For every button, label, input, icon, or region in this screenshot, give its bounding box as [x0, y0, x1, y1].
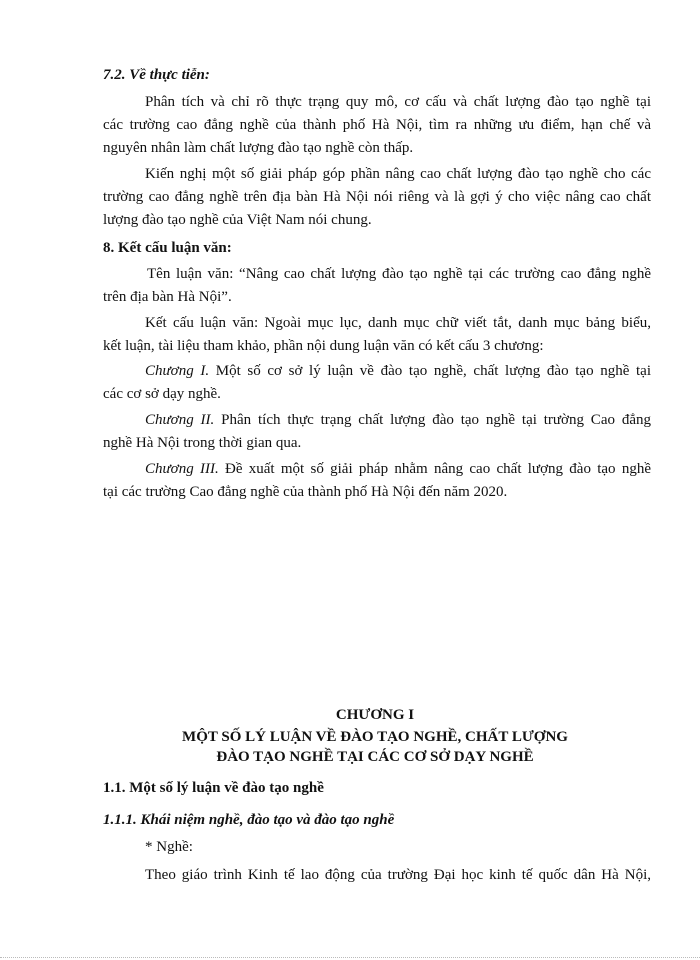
thesis-title-line2: trên địa bàn Hà Nội”. [103, 289, 232, 305]
section-7-2-para2-line1: Kiến nghị một số giải pháp góp phần nâng cao chất lượng đào tạo nghề cho các [145, 166, 651, 182]
chapter-title-line1: MỘT SỐ LÝ LUẬN VỀ ĐÀO TẠO NGHỀ, CHẤT LƯỢNG [182, 729, 568, 745]
structure-line1: Kết cấu luận văn: Ngoài mục lục, danh mục chữ viết tắt, danh mục bảng biểu, [145, 315, 651, 331]
chapter-title-line2: ĐÀO TẠO NGHỀ TẠI CÁC CƠ SỞ DẠY NGHỀ [216, 749, 534, 765]
chapter-1-text: Một số cơ sở lý luận về đào tạo nghề, chất lượng đào tạo nghề tại [209, 363, 652, 379]
page-bottom-divider [0, 957, 700, 958]
chapter-2-summary-line2: nghề Hà Nội trong thời gian qua. [103, 435, 302, 451]
thesis-title-line1: Tên luận văn: “Nâng cao chất lượng đào tạo nghề tại các trường cao đẳng nghề [147, 266, 651, 282]
body-last-line: Theo giáo trình Kinh tế lao động của trường Đại học kinh tế quốc dân Hà Nội, [145, 867, 651, 883]
section-7-2-para1-line3: nguyên nhân làm chất lượng đào tạo nghề còn thấp. [103, 140, 414, 156]
chapter-1-summary-line2: các cơ sở dạy nghề. [103, 386, 221, 402]
section-1-1-1-heading: 1.1.1. Khái niệm nghề, đào tạo và đào tạo nghề [103, 812, 395, 828]
section-7-2-para2-line3: lượng đào tạo nghề của Việt Nam nói chung. [103, 212, 372, 228]
section-7-2-heading: 7.2. Về thực tiễn: [103, 67, 210, 83]
chapter-1-label: Chương I. [145, 363, 210, 379]
structure-line2: kết luận, tài liệu tham khảo, phần nội dung luận văn có kết cấu 3 chương: [103, 338, 544, 354]
section-7-2-para1-line1: Phân tích và chỉ rõ thực trạng quy mô, cơ cấu và chất lượng đào tạo nghề tại [145, 94, 651, 110]
section-1-1-heading: 1.1. Một số lý luận về đào tạo nghề [103, 780, 324, 796]
chapter-label: CHƯƠNG I [335, 707, 415, 723]
section-7-2-para1-line2: các trường cao đẳng nghề của thành phố Hà Nội, tìm ra những ưu điểm, hạn chế và [103, 117, 651, 133]
bullet-nghe: * Nghề: [145, 839, 193, 855]
chapter-2-summary-line1 [145, 411, 651, 430]
chapter-2-text: Phân tích thực trạng chất lượng đào tạo nghề tại trường Cao đẳng [214, 412, 651, 428]
chapter-3-summary-line2: tại các trường Cao đẳng nghề của thành phố Hà Nội đến năm 2020. [103, 484, 508, 500]
section-7-2-para2-line2: trường cao đẳng nghề trên địa bàn Hà Nội nói riêng và là gợi ý cho việc nâng cao chất [103, 189, 651, 205]
chapter-2-label: Chương II. [145, 412, 215, 428]
chapter-1-summary-line1 [145, 362, 651, 381]
section-8-heading: 8. Kết cấu luận văn: [103, 240, 232, 256]
chapter-3-text: Đề xuất một số giải pháp nhằm nâng cao chất lượng đào tạo nghề [218, 461, 651, 477]
chapter-3-label: Chương III. [145, 461, 219, 477]
chapter-3-summary-line1 [145, 460, 651, 479]
